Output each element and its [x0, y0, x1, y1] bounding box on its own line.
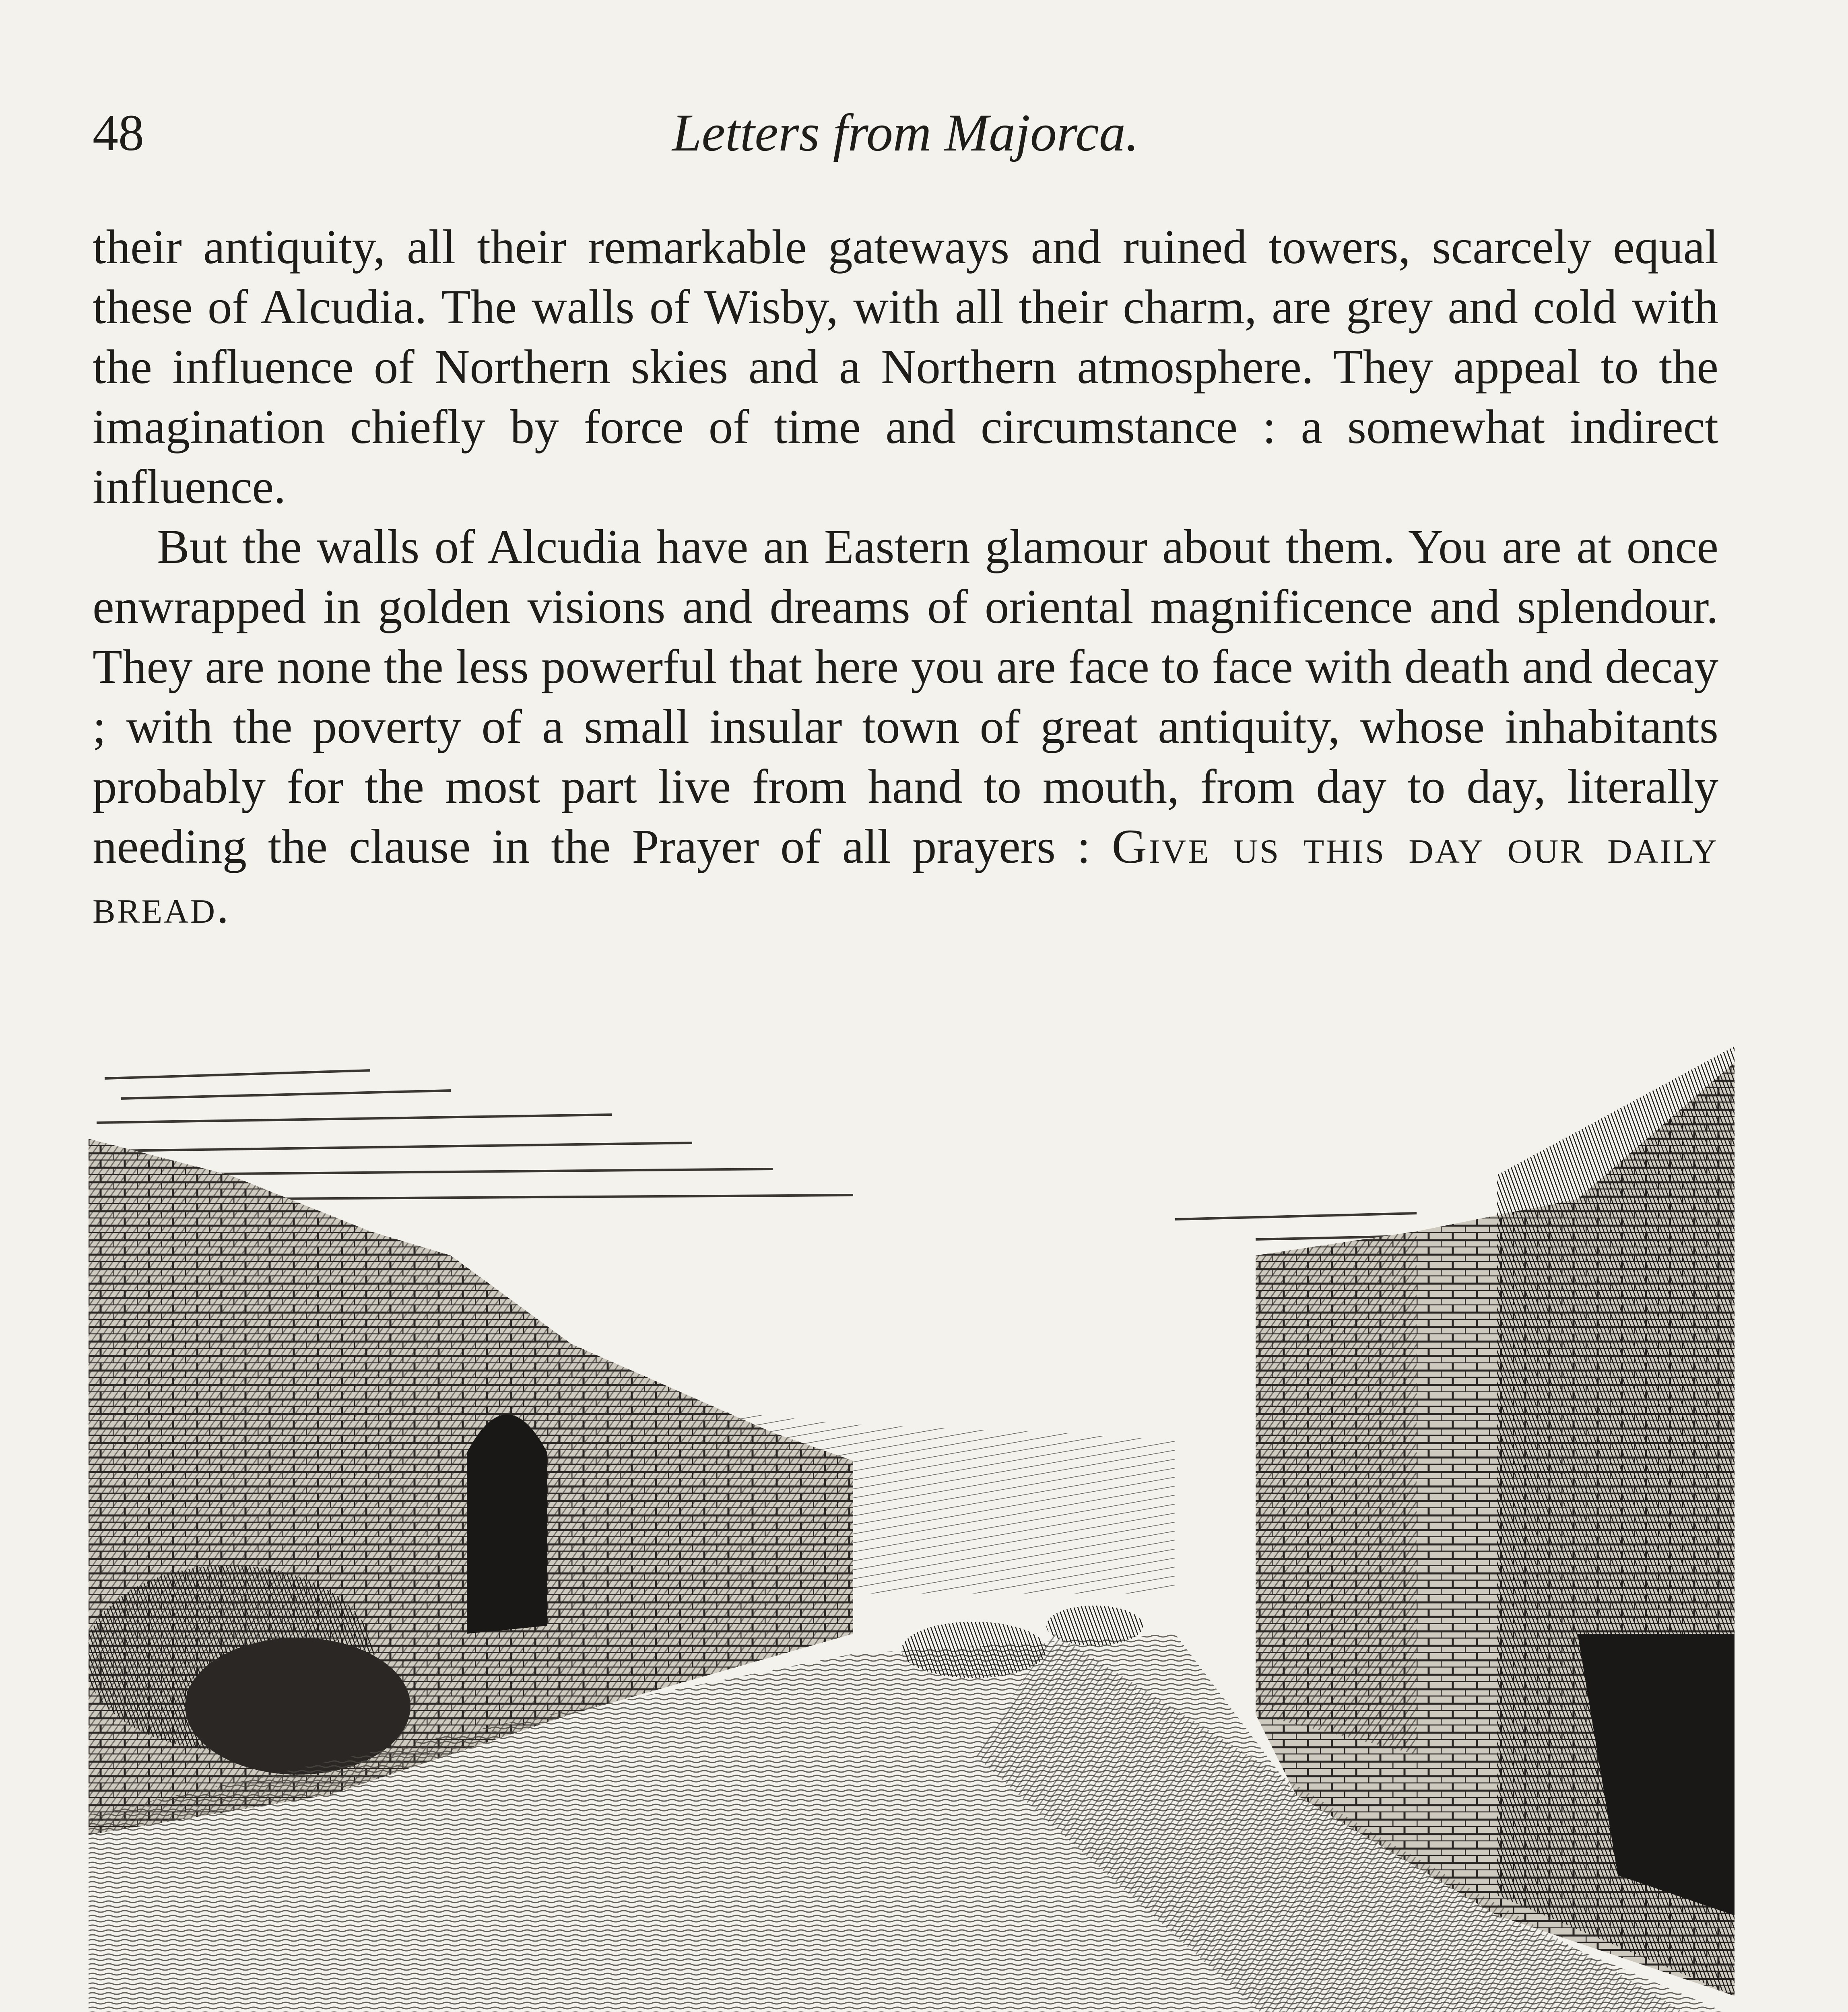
paragraph-2	[93, 517, 1718, 937]
page-number: 48	[93, 104, 144, 161]
running-title: Letters from Majorca.	[672, 103, 1139, 162]
paragraph-2-text: But the walls of Alcudia have an Eastern glamour about them. You are at once enwrapped in golden visions and dreams of oriental magnificence and splendour. They are none the less powerful that here you are face to face with death and decay ; with the poverty of a small insular town of great antiquity, whose inhabitants probably for the most part live from hand to mouth, from day to day, literally needing the clause in the Prayer of all prayers :	[93, 520, 1718, 874]
engraving-walls-of-alcudia	[89, 1030, 1735, 2012]
engraving-image	[89, 1030, 1735, 2012]
text-block-top	[93, 217, 1718, 937]
prayer-quote: Give us this day our daily bread.	[93, 820, 1718, 934]
paragraph-1: their antiquity, all their remarkable gateways and ruined towers, scarcely equal these of Alcudia. The walls of Wisby, with all their charm, are grey and cold with the influence of Northern skies and a Northern atmosphere. They appeal to the imagination chiefly by force of time and circumstance : a somewhat indirect influence.	[93, 220, 1718, 514]
running-head	[93, 97, 1718, 169]
